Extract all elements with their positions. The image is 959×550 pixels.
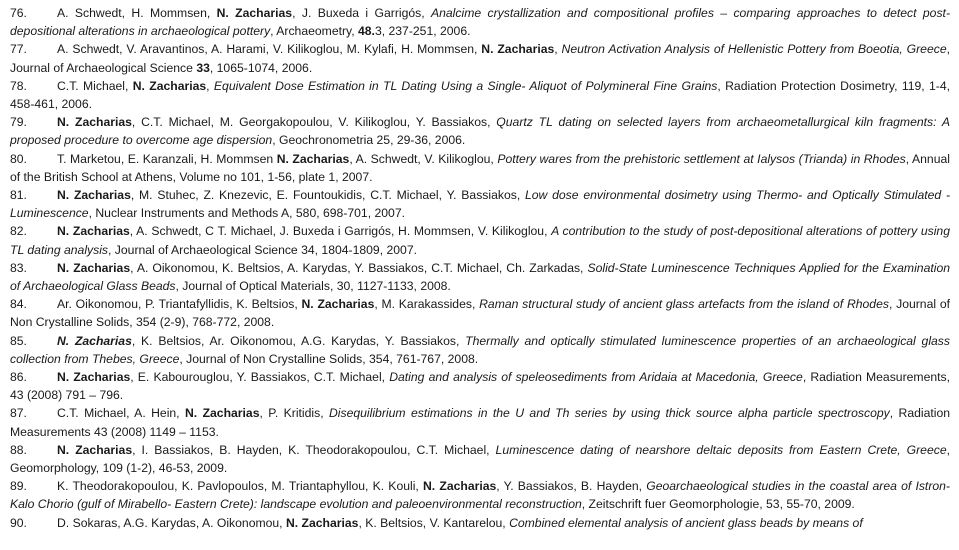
reference-title: Disequilibrium estimations in the U and Th series by using thick source alpha particle spectroscopy <box>329 406 890 421</box>
reference-text: , M. Karakassides, <box>374 297 480 312</box>
reference-text: , Journal of Archaeological Science <box>10 42 950 75</box>
reference-text: , E. Kabourouglou, Y. Bassiakos, C.T. Michael, <box>130 370 390 385</box>
reference-number: 81. <box>10 188 27 203</box>
author-highlight: N. Zacharias <box>216 6 293 20</box>
reference-entry <box>10 368 950 404</box>
reference-text: , A. Schwedt, C T. Michael, J. Buxeda i Garrigós, H. Mommsen, V. Kilikoglou, <box>129 224 552 239</box>
reference-number: 80. <box>10 151 27 166</box>
reference-text: A. Schwedt, H. Mommsen, <box>57 6 217 20</box>
reference-text: , K. Beltsios, V. Kantarelou, <box>358 515 510 530</box>
reference-title: Equivalent Dose Estimation in TL Dating Using a Single- Aliquot of Polymineral Fine Grains <box>213 78 718 93</box>
author-highlight: N. Zacharias <box>301 297 375 312</box>
reference-title: Low dose environmental dosimetry using Thermo- and Optically Stimulated -Luminescence <box>10 188 951 221</box>
reference-entry <box>10 514 950 532</box>
author-highlight: N. Zacharias <box>57 333 132 348</box>
author-highlight: N. Zacharias <box>57 260 131 275</box>
reference-entry <box>10 295 950 331</box>
reference-text: , Archaeometry, <box>270 24 358 39</box>
reference-text: , P. Kritidis, <box>259 406 329 421</box>
reference-title: Thermally and optically stimulated luminescence properties of an archaeological glass collection from Thebes, Greece <box>10 333 950 366</box>
reference-number: 89. <box>10 479 27 494</box>
reference-number: 82. <box>10 224 27 239</box>
reference-number: 83. <box>10 260 27 275</box>
author-highlight: N. Zacharias <box>184 406 260 421</box>
reference-number: 86. <box>10 370 27 385</box>
reference-number: 78. <box>10 78 27 93</box>
reference-title: Combined elemental analysis of ancient glass beads by means of <box>509 515 863 530</box>
reference-text: C.T. Michael, A. Hein, <box>57 406 185 421</box>
reference-text: , M. Stuhec, Z. Knezevic, E. Fountoukidis, C.T. Michael, Y. Bassiakos, <box>130 188 525 203</box>
reference-entry <box>10 40 950 76</box>
reference-title: Raman structural study of ancient glass artefacts from the island of Rhodes <box>479 297 889 312</box>
reference-text: 3, 237-251, 2006. <box>374 24 471 39</box>
reference-text: , Radiation Protection Dosimetry, 119, 1-4, 458-461, 2006. <box>10 78 950 112</box>
reference-entry <box>10 113 950 149</box>
reference-number: 85. <box>10 333 27 348</box>
reference-text: , Nuclear Instruments and Methods A, 580, 698-701, 2007. <box>88 206 405 221</box>
reference-text: , A. Schwedt, V. Kilikoglou, <box>349 151 498 166</box>
reference-list <box>10 4 950 532</box>
reference-text: , Y. Bassiakos, B. Hayden, <box>496 479 647 494</box>
reference-entry <box>10 77 950 113</box>
reference-number: 76. <box>10 6 27 20</box>
reference-text: , Radiation Measurements, 43 (2008) 791 – 796. <box>10 370 950 403</box>
reference-text: , C.T. Michael, M. Georgakopoulou, V. Kilikoglou, Y. Bassiakos, <box>131 115 497 130</box>
reference-entry <box>10 259 950 295</box>
author-highlight: N. Zacharias <box>57 370 131 385</box>
author-highlight: N. Zacharias <box>423 479 497 494</box>
reference-text: , Annual of the British School at Athens, Volume no 101, 1-56, plate 1, 2007. <box>10 151 950 184</box>
reference-number: 79. <box>10 115 27 130</box>
reference-text: , K. Beltsios, Ar. Oikonomou, A.G. Karydas, Y. Bassiakos, <box>131 333 466 348</box>
reference-title: Quartz TL dating on selected layers from archaeometallurgical kiln fragments: A proposed procedure to overcome age dispersion <box>10 115 950 148</box>
author-highlight: 33 <box>196 60 210 75</box>
reference-text: , Journal of Optical Materials, 30, 1127-1133, 2008. <box>175 279 451 294</box>
author-highlight: N. Zacharias <box>57 224 130 239</box>
reference-text: , <box>206 78 214 93</box>
reference-entry <box>10 441 950 477</box>
reference-number: 84. <box>10 297 27 312</box>
reference-entry <box>10 4 950 40</box>
reference-title: Geoarchaeological studies in the coastal area of Istron-Kalo Chorio (gulf of Mirabello- Eastern Crete): landscape evolution and paleoenvironmental reconstruction <box>10 479 950 512</box>
reference-title: A contribution to the study of post-depositional alterations of pottery using TL dating analysis <box>10 224 950 257</box>
author-highlight: N. Zacharias <box>132 78 207 93</box>
reference-text: T. Marketou, E. Karanzali, H. Mommsen <box>57 151 277 166</box>
reference-text: , Journal of Non Crystalline Solids, 354 (2-9), 768-772, 2008. <box>10 297 950 330</box>
reference-text: Ar. Oikonomou, P. Triantafyllidis, K. Beltsios, <box>57 297 302 312</box>
reference-title: Neutron Activation Analysis of Hellenistic Pottery from Boeotia, Greece <box>561 42 947 57</box>
reference-text: , I. Bassiakos, B. Hayden, K. Theodorakopoulou, C.T. Michael, <box>132 442 496 457</box>
author-highlight: N. Zacharias <box>57 188 131 203</box>
reference-number: 87. <box>10 406 27 421</box>
reference-title: Pottery wares from the prehistoric settlement at Ialysos (Trianda) in Rhodes <box>497 151 906 166</box>
reference-number: 88. <box>10 442 27 457</box>
reference-text: , Radiation Measurements 43 (2008) 1149 – 1153. <box>10 406 951 439</box>
author-highlight: N. Zacharias <box>285 515 359 530</box>
reference-text: , <box>554 42 562 57</box>
reference-entry <box>10 150 950 186</box>
reference-entry <box>10 477 950 513</box>
author-highlight: N. Zacharias <box>57 442 133 457</box>
reference-text: , J. Buxeda i Garrigós, <box>292 6 431 20</box>
reference-text: D. Sokaras, A.G. Karydas, A. Oikonomou, <box>57 515 286 530</box>
reference-text: , 1065-1074, 2006. <box>209 60 313 75</box>
author-highlight: N. Zacharias <box>276 151 350 166</box>
reference-text: K. Theodorakopoulou, K. Pavlopoulos, M. Triantaphyllou, K. Kouli, <box>57 479 423 494</box>
reference-text: , Zeitschrift fuer Geomorphologie, 53, 55-70, 2009. <box>581 497 855 512</box>
reference-title: Analcime crystallization and compositional profiles – comparing approaches to detect post-depositional alterations in archaeological pottery <box>10 6 950 39</box>
reference-text: C.T. Michael, <box>57 78 133 93</box>
reference-entry <box>10 404 950 440</box>
reference-text: , A. Oikonomou, K. Beltsios, A. Karydas, Y. Bassiakos, C.T. Michael, Ch. Zarkadas, <box>130 260 588 275</box>
author-highlight: N. Zacharias <box>57 115 132 130</box>
reference-text: , Geomorphology, 109 (1-2), 46-53, 2009. <box>10 442 950 476</box>
reference-title: Dating and analysis of speleosediments from Aridaia at Macedonia, Greece <box>389 370 803 385</box>
author-highlight: N. Zacharias <box>481 42 555 57</box>
reference-entry <box>10 332 950 368</box>
reference-entry <box>10 186 950 222</box>
reference-title: Solid-State Luminescence Techniques Applied for the Examination of Archaeological Glass Beads <box>10 260 950 294</box>
reference-text: , Geochronometria 25, 29-36, 2006. <box>272 133 466 148</box>
reference-entry <box>10 222 950 258</box>
reference-number: 90. <box>10 515 27 530</box>
author-highlight: 48. <box>358 24 375 39</box>
reference-text: , Journal of Archaeological Science 34, 1804-1809, 2007. <box>108 242 417 257</box>
reference-title: Luminescence dating of nearshore deltaic deposits from Eastern Crete, Greece <box>495 442 947 457</box>
reference-number: 77. <box>10 42 27 57</box>
reference-text: A. Schwedt, V. Aravantinos, A. Harami, V. Kilikoglou, M. Kylafi, H. Mommsen, <box>57 42 482 57</box>
reference-text: , Journal of Non Crystalline Solids, 354, 761-767, 2008. <box>179 351 479 366</box>
